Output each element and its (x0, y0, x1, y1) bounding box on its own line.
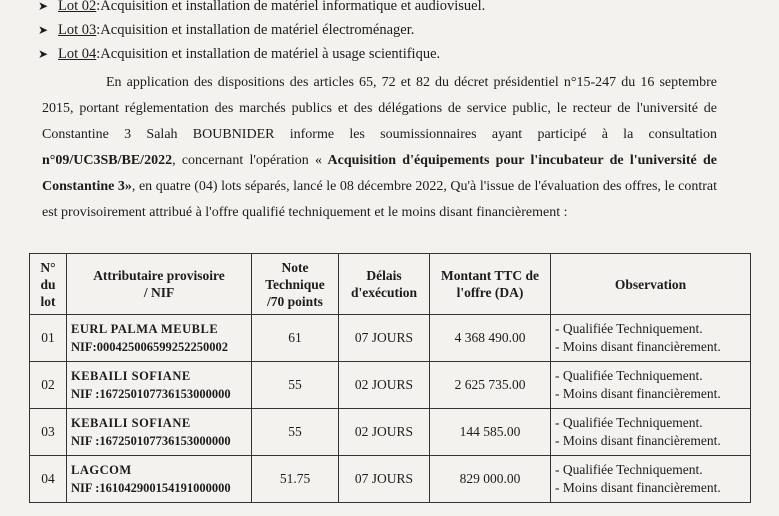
attributaire-nif: NIF:000425006599252250002 (71, 340, 228, 354)
delai-cell: 07 JOURS (339, 315, 430, 362)
attributaire-cell (67, 409, 252, 456)
attributaire-nif: NIF :161042900154191000000 (71, 481, 231, 495)
observation-cell: - Qualifiée Techniquement. - Moins disant financièrement. (551, 315, 751, 362)
header-observation: Observation (551, 254, 751, 315)
attributaire-cell (67, 362, 252, 409)
lot-description: :Acquisition et installation de matériel informatique et audiovisuel. (96, 0, 486, 14)
note-cell: 55 (252, 362, 339, 409)
paragraph-end: , en quatre (04) lots séparés, lancé le 08 décembre 2022, Qu'à l'issue de l'évaluation des offres, le contrat est provisoirement attribué à l'offre qualifié techniquement et le moins disant financièrement : (42, 179, 717, 220)
montant-cell: 2 625 735.00 (430, 362, 551, 409)
attributaire-nif: NIF :167250107736153000000 (71, 387, 231, 401)
attributaire-nif: NIF :167250107736153000000 (71, 434, 231, 448)
paragraph-middle: , concernant l'opération « (172, 153, 323, 168)
attributaire-name: KEBAILI SOFIANE (71, 369, 191, 383)
lot-item (38, 18, 485, 42)
montant-cell: 4 368 490.00 (430, 315, 551, 362)
delai-cell: 02 JOURS (339, 409, 430, 456)
lot-number-cell: 02 (30, 362, 67, 409)
lot-number: Lot 04 (58, 46, 97, 62)
observation-cell: - Qualifiée Techniquement. - Moins disant financièrement. (551, 362, 751, 409)
montant-cell: 144 585.00 (430, 409, 551, 456)
table-row (30, 362, 751, 409)
header-lot-number: N° du lot (30, 254, 67, 315)
lot-number: Lot 03 (58, 22, 97, 38)
arrow-right-icon: ➤ (38, 23, 49, 37)
lot-number-cell: 03 (30, 409, 67, 456)
montant-cell: 829 000.00 (430, 456, 551, 503)
lot-item (38, 0, 485, 18)
lot-description: :Acquisition et installation de matériel à usage scientifique. (96, 46, 441, 62)
header-note-technique: Note Technique /70 points (252, 254, 339, 315)
note-cell: 55 (252, 409, 339, 456)
lot-number-cell: 01 (30, 315, 67, 362)
lot-number: Lot 02 (58, 0, 97, 14)
header-attributaire: Attributaire provisoire / NIF (67, 254, 252, 315)
attributaire-cell (67, 315, 252, 362)
attributaire-name: EURL PALMA MEUBLE (71, 322, 219, 336)
operation-title: Acquisition d'équipements pour l'incubateur de l'université de Constantine 3» (42, 153, 717, 194)
observation-cell: - Qualifiée Techniquement. - Moins disant financièrement. (551, 456, 751, 503)
table-header-row (30, 254, 751, 315)
note-cell: 61 (252, 315, 339, 362)
announcement-paragraph (42, 70, 717, 226)
observation-cell: - Qualifiée Techniquement. - Moins disant financièrement. (551, 409, 751, 456)
arrow-right-icon: ➤ (38, 0, 49, 13)
arrow-right-icon: ➤ (38, 47, 49, 61)
delai-cell: 07 JOURS (339, 456, 430, 503)
attributaire-name: LAGCOM (71, 463, 132, 477)
delai-cell: 02 JOURS (339, 362, 430, 409)
attribution-table (29, 253, 751, 503)
attributaire-name: KEBAILI SOFIANE (71, 416, 191, 430)
consultation-reference: n°09/UC3SB/BE/2022 (42, 153, 173, 168)
header-delai: Délais d'exécution (339, 254, 430, 315)
note-cell: 51.75 (252, 456, 339, 503)
lot-description: :Acquisition et installation de matériel électroménager. (96, 22, 415, 38)
lot-list (38, 0, 485, 66)
lot-item (38, 42, 485, 66)
paragraph-intro: En application des dispositions des articles 65, 72 et 82 du décret présidentiel n°15-247 du 16 septembre 2015, portant réglementation des marchés publics et des délégations de service public, le recteur de l'université de Constantine 3 Salah BOUBNIDER informe les soumissionnaires ayant participé à la consultation (42, 75, 717, 142)
attributaire-cell (67, 456, 252, 503)
table-row (30, 456, 751, 503)
table-row (30, 315, 751, 362)
table-row (30, 409, 751, 456)
lot-number-cell: 04 (30, 456, 67, 503)
header-montant: Montant TTC de l'offre (DA) (430, 254, 551, 315)
